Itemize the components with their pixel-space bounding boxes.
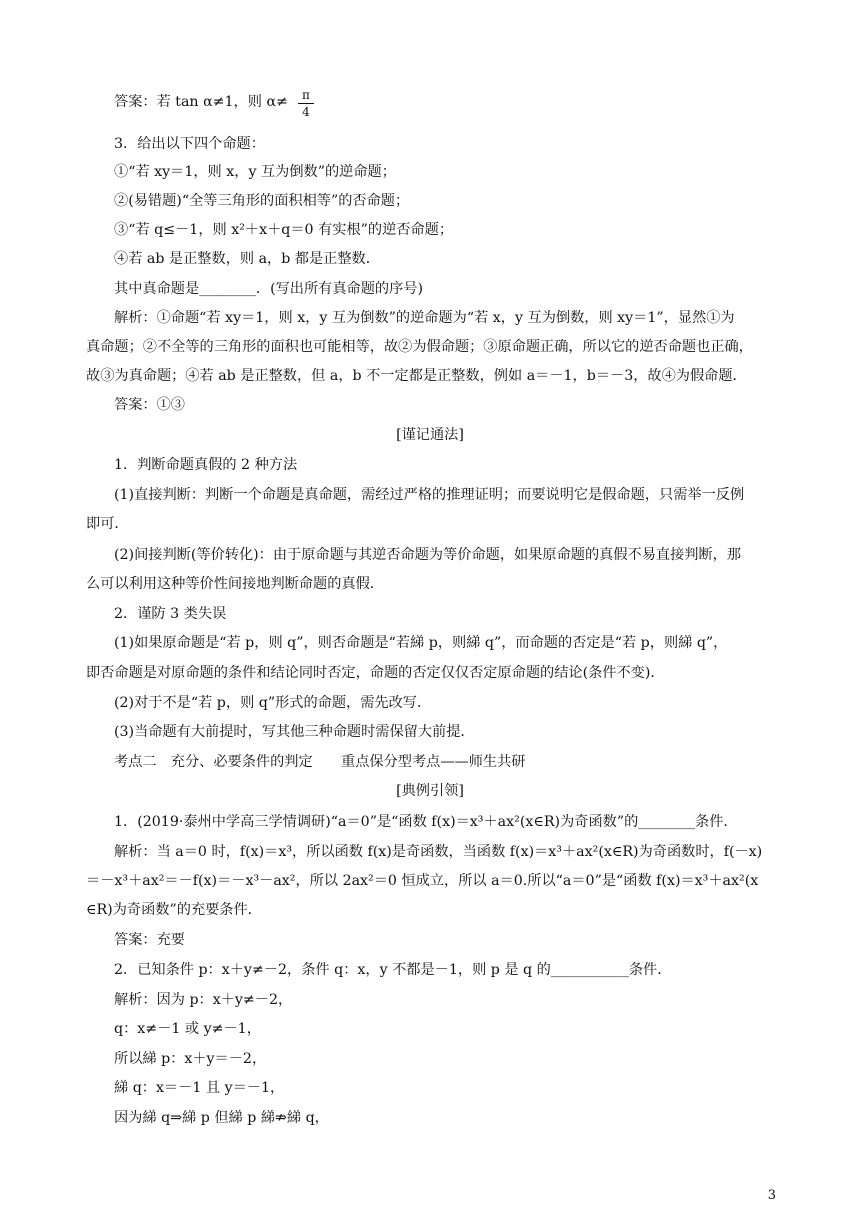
question-3: 3．给出以下四个命题： bbox=[114, 136, 265, 152]
section-heading: [典例引领] bbox=[396, 783, 464, 799]
answer-line: 答案：①③ bbox=[114, 397, 185, 413]
example-2: 2．已知条件 p：x＋y≠－2，条件 q：x，y 不都是－1，则 p 是 q 的___________条件． bbox=[114, 962, 672, 978]
proposition-1: ①“若 xy＝1，则 x，y 互为倒数”的逆命题； bbox=[114, 164, 396, 180]
paragraph-line: (2)间接判断(等价转化)：由于原命题与其逆否命题为等价命题，如果原命题的真假不易直接判断，那 bbox=[114, 547, 742, 563]
analysis-line: ＝－x³＋ax²＝－f(x)＝－x³－ax²，所以 2ax²＝0 恒成立，所以 a＝0.所以“a＝0”是“函数 f(x)＝x³＋ax²(x bbox=[86, 873, 759, 889]
question-prompt: 其中真命题是________．(写出所有真命题的序号) bbox=[114, 281, 424, 297]
analysis-line: 解析：①命题“若 xy＝1，则 x，y 互为倒数”的逆命题为“若 x，y 互为倒数，则 xy＝1”，显然①为 bbox=[114, 310, 735, 326]
page-number: 3 bbox=[767, 1188, 776, 1203]
analysis-line: 因为綈 q⇒綈 p 但綈 p 綈⇏綈 q， bbox=[114, 1110, 329, 1126]
subheading: 1．判断命题真假的 2 种方法 bbox=[114, 457, 298, 473]
answer-line: 答案：充要 bbox=[114, 932, 185, 948]
fraction-denominator: 4 bbox=[302, 105, 310, 119]
example-1: 1．(2019·泰州中学高三学情调研)“a＝0”是“函数 f(x)＝x³＋ax²(x∈R)为奇函数”的________条件． bbox=[114, 814, 738, 830]
paragraph-line: (2)对于不是“若 p，则 q”形式的命题，需先改写． bbox=[114, 695, 432, 711]
paragraph-line: (1)直接判断：判断一个命题是真命题，需经过严格的推理证明；而要说明它是假命题，只需举一反例 bbox=[114, 487, 745, 503]
paragraph-line: 么可以利用这种等价性间接地判断命题的真假． bbox=[86, 576, 384, 592]
answer-line: 答案：若 tan α≠1，则 α≠ bbox=[114, 94, 288, 110]
paragraph-line: 即否命题是对原命题的条件和结论同时否定，命题的否定仅仅否定原命题的结论(条件不变)． bbox=[86, 665, 665, 681]
topic-heading: 考点二 充分、必要条件的判定 重点保分型考点——师生共研 bbox=[114, 754, 526, 770]
analysis-line: 故③为真命题；④若 ab 是正整数，但 a，b 不一定都是正整数，例如 a＝－1，b＝－3，故④为假命题． bbox=[86, 368, 747, 384]
section-heading: [谨记通法] bbox=[396, 427, 464, 443]
analysis-line: q：x≠－1 或 y≠－1， bbox=[114, 1021, 261, 1037]
proposition-4: ④若 ab 是正整数，则 a，b 都是正整数． bbox=[114, 251, 380, 267]
proposition-2: ②(易错题)“全等三角形的面积相等”的否命题； bbox=[114, 193, 410, 209]
analysis-line: 真命题；②不全等的三角形的面积也可能相等，故②为假命题；③原命题正确，所以它的逆否命题也正确， bbox=[86, 339, 753, 355]
analysis-line: 綈 q：x＝－1 且 y＝－1， bbox=[114, 1080, 285, 1096]
analysis-line: 解析：因为 p：x＋y≠－2， bbox=[114, 992, 293, 1008]
subheading: 2．谨防 3 类失误 bbox=[114, 606, 227, 622]
proposition-3: ③“若 q≤－1，则 x²＋x＋q＝0 有实根”的逆否命题； bbox=[114, 222, 454, 238]
analysis-line: ∈R)为奇函数”的充要条件． bbox=[86, 902, 262, 918]
paragraph-line: (1)如果原命题是“若 p，则 q”，则否命题是“若綈 p，则綈 q”，而命题的否定是“若 p，则綈 q”， bbox=[114, 635, 728, 651]
analysis-line: 所以綈 p：x＋y＝－2， bbox=[114, 1051, 267, 1067]
analysis-line: 解析：当 a＝0 时，f(x)＝x³，所以函数 f(x)是奇函数，当函数 f(x)＝x³＋ax²(x∈R)为奇函数时，f(－x) bbox=[114, 844, 763, 860]
fraction-numerator: π bbox=[302, 88, 310, 102]
pi-over-4-fraction bbox=[296, 88, 316, 119]
paragraph-line: 即可． bbox=[86, 516, 129, 532]
paragraph-line: (3)当命题有大前提时，写其他三种命题时需保留大前提． bbox=[114, 724, 475, 740]
